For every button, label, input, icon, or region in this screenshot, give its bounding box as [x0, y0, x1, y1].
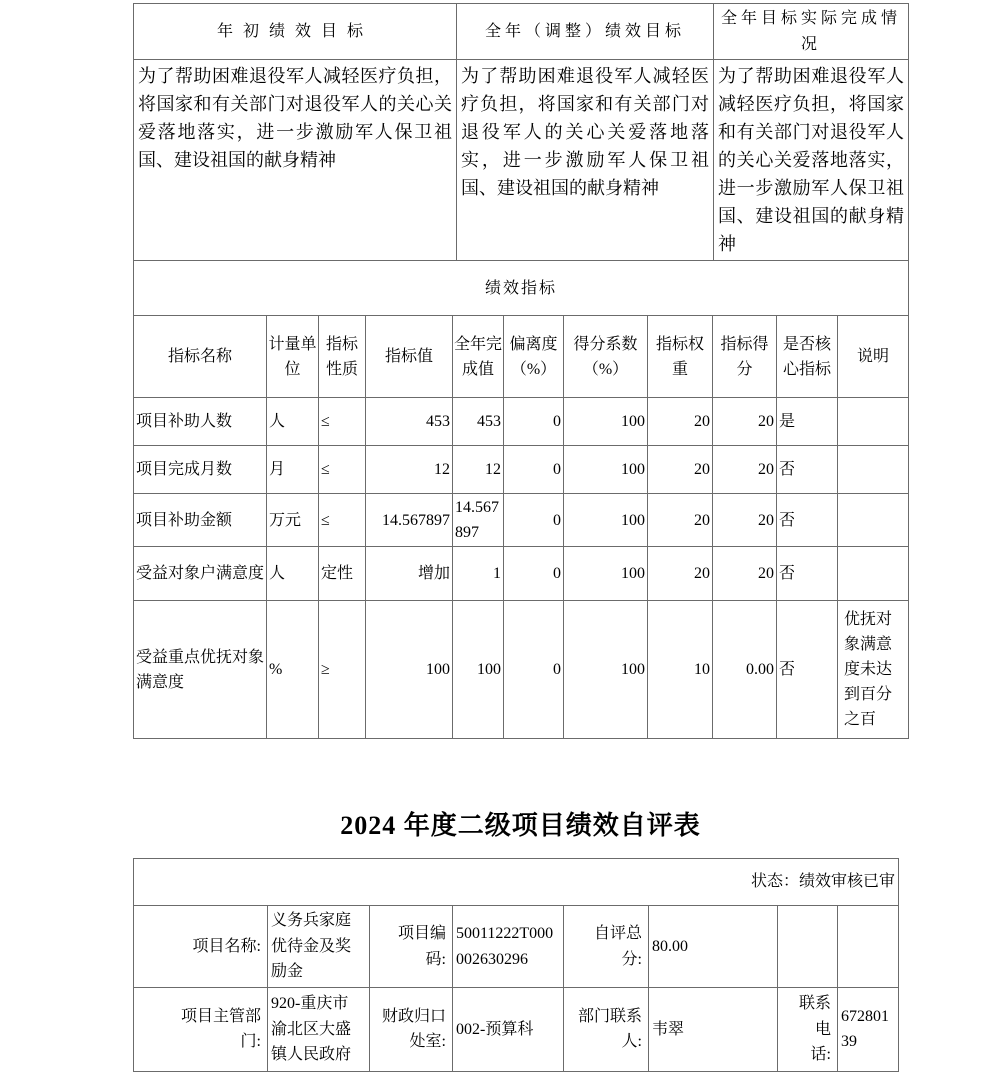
indicator-target: 增加 — [366, 547, 453, 601]
department-label: 项目主管部门: — [134, 987, 268, 1071]
goals-header-initial: 年初绩效目标 — [134, 4, 457, 60]
indicator-score: 20 — [713, 494, 777, 547]
goals-body-adjusted: 为了帮助困难退役军人减轻医疗负担，将国家和有关部门对退役军人的关心关爱落地落实，进一步激励军人保卫祖国、建设祖国的献身精神 — [457, 60, 714, 261]
indicator-note — [838, 446, 909, 494]
indicator-row — [134, 494, 909, 547]
col-header-weight: 指标权重 — [648, 316, 713, 398]
indicator-deviation: 0 — [504, 446, 564, 494]
project-name-value: 义务兵家庭优待金及奖励金 — [268, 906, 370, 988]
finance-office-label: 财政归口处室: — [370, 987, 453, 1071]
indicator-unit: % — [267, 601, 319, 739]
indicator-note — [838, 547, 909, 601]
indicator-nature: ≤ — [319, 494, 366, 547]
col-header-deviation: 偏离度（%） — [504, 316, 564, 398]
col-header-indicator-name: 指标名称 — [134, 316, 267, 398]
indicator-coef: 100 — [564, 446, 648, 494]
goals-body-actual: 为了帮助困难退役军人减轻医疗负担，将国家和有关部门对退役军人的关心关爱落地落实，进一步激励军人保卫祖国、建设祖国的献身精神 — [714, 60, 909, 261]
col-header-yearly-value: 全年完成值 — [453, 316, 504, 398]
indicator-deviation: 0 — [504, 398, 564, 446]
contact-phone-value: 67280139 — [838, 987, 899, 1071]
col-header-target-value: 指标值 — [366, 316, 453, 398]
indicator-target: 453 — [366, 398, 453, 446]
status-text: 状态：绩效审核已审 — [134, 859, 899, 906]
page-title: 2024 年度二级项目绩效自评表 — [340, 811, 701, 841]
indicator-score: 20 — [713, 446, 777, 494]
finance-office-value: 002-预算科 — [453, 987, 564, 1071]
indicator-target: 12 — [366, 446, 453, 494]
indicators-header-row — [134, 316, 909, 398]
contact-person-value: 韦翠 — [649, 987, 778, 1071]
indicator-deviation: 0 — [504, 494, 564, 547]
indicator-coef: 100 — [564, 398, 648, 446]
indicator-name: 项目补助人数 — [134, 398, 267, 446]
indicators-section-title: 绩效指标 — [134, 261, 909, 316]
indicator-nature: 定性 — [319, 547, 366, 601]
indicator-yearly: 100 — [453, 601, 504, 739]
indicator-weight: 20 — [648, 494, 713, 547]
project-code-value: 50011222T000002630296 — [453, 906, 564, 988]
department-value: 920-重庆市渝北区大盛镇人民政府 — [268, 987, 370, 1071]
self-score-value: 80.00 — [649, 906, 778, 988]
goals-body-initial: 为了帮助困难退役军人减轻医疗负担，将国家和有关部门对退役军人的关心关爱落地落实，进一步激励军人保卫祖国、建设祖国的献身精神 — [134, 60, 457, 261]
indicator-note — [838, 494, 909, 547]
indicator-unit: 人 — [267, 398, 319, 446]
indicator-weight: 20 — [648, 547, 713, 601]
indicator-note — [838, 398, 909, 446]
indicator-row — [134, 547, 909, 601]
col-header-unit: 计量单位 — [267, 316, 319, 398]
indicator-weight: 20 — [648, 446, 713, 494]
indicator-note: 优抚对象满意度未达到百分之百 — [838, 601, 909, 739]
goals-header-actual: 全年目标实际完成情况 — [714, 4, 909, 60]
indicator-yearly: 14.567897 — [453, 494, 504, 547]
indicator-weight: 10 — [648, 601, 713, 739]
project-info-row — [134, 987, 899, 1071]
goals-header-adjusted: 全年（调整）绩效目标 — [457, 4, 714, 60]
project-code-label: 项目编码: — [370, 906, 453, 988]
indicator-unit: 月 — [267, 446, 319, 494]
indicator-yearly: 453 — [453, 398, 504, 446]
contact-person-label: 部门联系人: — [564, 987, 649, 1071]
indicator-name: 受益对象户满意度 — [134, 547, 267, 601]
indicator-is-core: 否 — [777, 494, 838, 547]
empty-label-cell — [778, 906, 838, 988]
indicator-is-core: 是 — [777, 398, 838, 446]
indicator-target: 100 — [366, 601, 453, 739]
indicator-name: 项目完成月数 — [134, 446, 267, 494]
indicator-yearly: 1 — [453, 547, 504, 601]
indicator-name: 受益重点优抚对象满意度 — [134, 601, 267, 739]
indicator-is-core: 否 — [777, 446, 838, 494]
col-header-score-coef: 得分系数（%） — [564, 316, 648, 398]
indicator-deviation: 0 — [504, 601, 564, 739]
goals-table — [133, 3, 909, 261]
indicator-weight: 20 — [648, 398, 713, 446]
indicator-unit: 人 — [267, 547, 319, 601]
document-body — [133, 3, 908, 1072]
indicator-row — [134, 398, 909, 446]
col-header-nature: 指标性质 — [319, 316, 366, 398]
indicator-name: 项目补助金额 — [134, 494, 267, 547]
indicator-target: 14.567897 — [366, 494, 453, 547]
indicator-yearly: 12 — [453, 446, 504, 494]
indicator-score: 0.00 — [713, 601, 777, 739]
self-score-label: 自评总分: — [564, 906, 649, 988]
project-name-label: 项目名称: — [134, 906, 268, 988]
project-info-row — [134, 906, 899, 988]
indicator-is-core: 否 — [777, 601, 838, 739]
indicator-is-core: 否 — [777, 547, 838, 601]
indicator-nature: ≥ — [319, 601, 366, 739]
indicator-score: 20 — [713, 398, 777, 446]
col-header-note: 说明 — [838, 316, 909, 398]
indicator-coef: 100 — [564, 601, 648, 739]
indicator-nature: ≤ — [319, 446, 366, 494]
indicator-score: 20 — [713, 547, 777, 601]
indicator-coef: 100 — [564, 494, 648, 547]
empty-value-cell — [838, 906, 899, 988]
contact-phone-label: 联系电话: — [778, 987, 838, 1071]
indicators-table — [133, 260, 909, 739]
indicator-unit: 万元 — [267, 494, 319, 547]
indicator-coef: 100 — [564, 547, 648, 601]
col-header-score: 指标得分 — [713, 316, 777, 398]
indicator-row — [134, 446, 909, 494]
indicator-nature: ≤ — [319, 398, 366, 446]
indicator-row — [134, 601, 909, 739]
col-header-is-core: 是否核心指标 — [777, 316, 838, 398]
indicator-deviation: 0 — [504, 547, 564, 601]
self-eval-table — [133, 858, 899, 1072]
